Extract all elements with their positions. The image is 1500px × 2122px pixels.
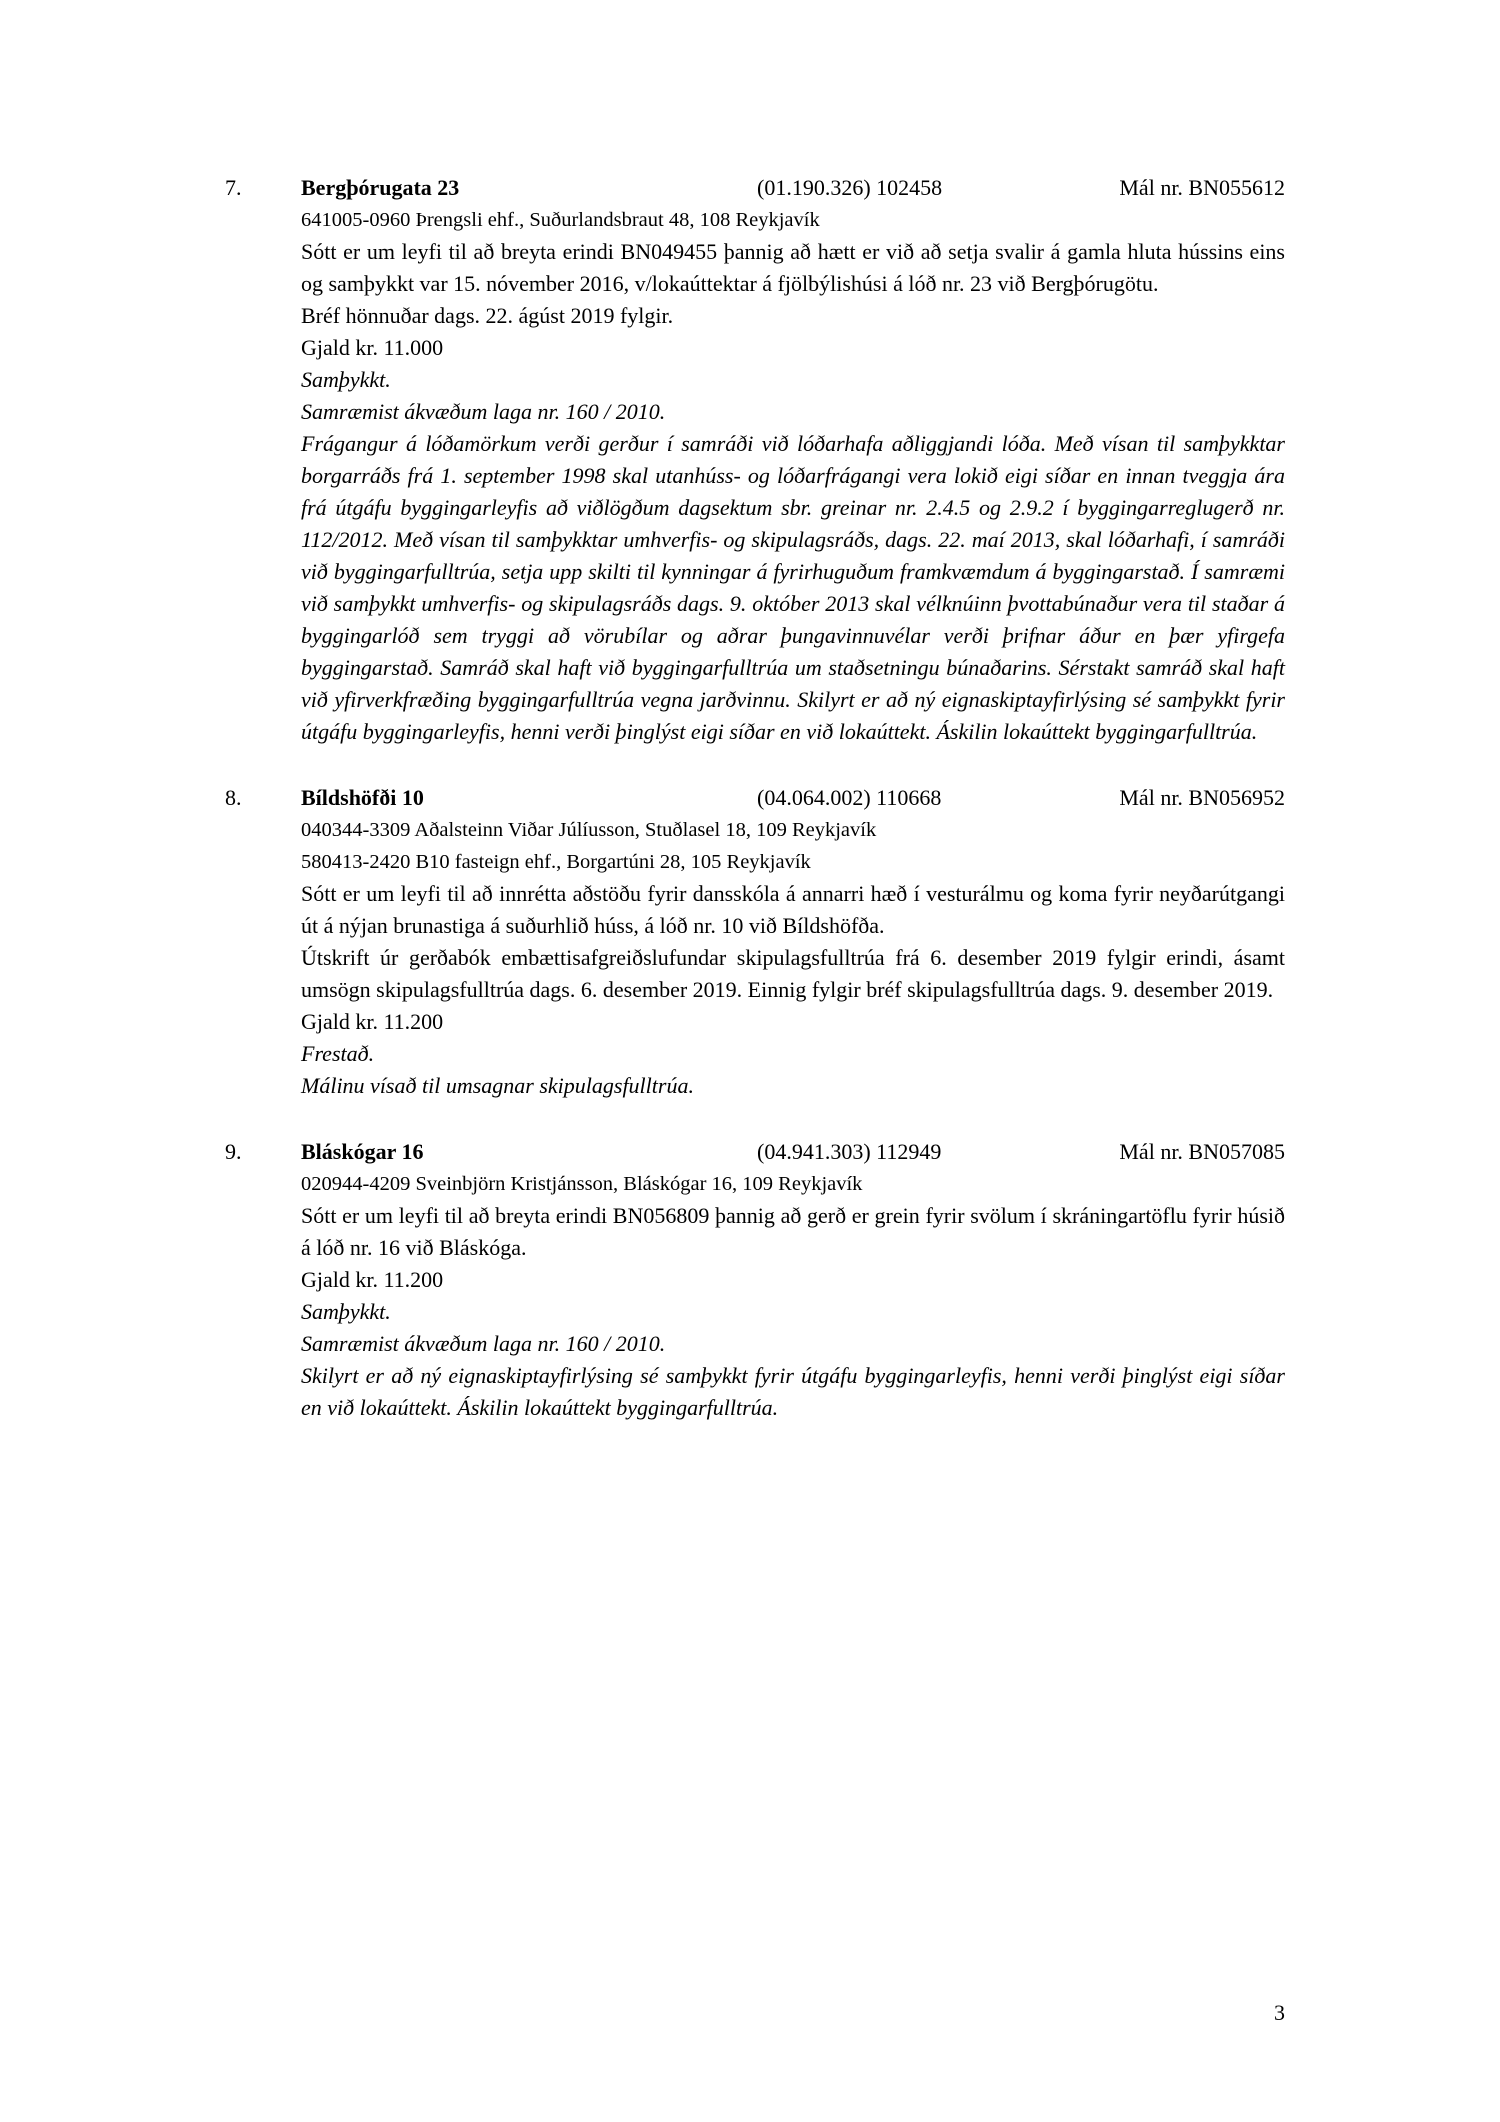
item-description [301, 236, 1285, 364]
agenda-item-9 [225, 1136, 1285, 1424]
decision-paragraph: Frestað. [301, 1041, 375, 1066]
agenda-item-header [225, 1136, 1285, 1168]
agenda-item-body [301, 204, 1285, 748]
item-title: Bergþórugata 23 [301, 175, 460, 200]
page-number: 3 [1274, 2000, 1285, 2025]
item-description [301, 878, 1285, 1038]
decision-paragraph: Málinu vísað til umsagnar skipulagsfulltrúa. [301, 1073, 694, 1098]
item-reference: (04.941.303) 112949 [757, 1139, 942, 1164]
item-decision [301, 1038, 1285, 1102]
item-number: 7. [225, 175, 242, 200]
agenda-item-7 [225, 172, 1285, 748]
description-paragraph: Sótt er um leyfi til að breyta erindi BN049455 þannig að hætt er við að setja svalir á gamla hluta hússins eins og samþykkt var 15. nóvember 2016, v/lokaúttektar á fjölbýlishúsi á lóð nr. 23 við Bergþórugötu. [301, 239, 1285, 296]
decision-paragraph: Frágangur á lóðamörkum verði gerður í samráði við lóðarhafa aðliggjandi lóða. Með vísan til samþykktar borgarráðs frá 1. september 1998 skal utanhúss- og lóðarfrágangi vera lokið eigi síðar en innan tveggja ára frá útgáfu byggingarleyfis að viðlögðum dagsektum sbr. greinar nr. 2.4.5 og 2.9.2 í byggingarreglugerð nr. 112/2012. Með vísan til samþykktar umhverfis- og skipulagsráðs, dags. 22. maí 2013, skal lóðarhafi, í samráði við byggingarfulltrúa, setja upp skilti til kynningar á fyrirhuguðum framkvæmdum á byggingarstað. Í samræmi við samþykkt umhverfis- og skipulagsráðs dags. 9. október 2013 skal vélknúinn þvottabúnaður vera til staðar á byggingarlóð sem tryggi að vörubílar og aðrar þungavinnuvélar verði þrifnar áður en þær yfirgefa byggingarstað. Samráð skal haft við byggingarfulltrúa um staðsetningu búnaðarins. Sérstakt samráð skal haft við yfirverkfræðing byggingarfulltrúa vegna jarðvinnu. Skilyrt er að ný eignaskiptayfirlýsing sé samþykkt fyrir útgáfu byggingarleyfis, henni verði þinglýst eigi síðar en við lokaúttekt. Áskilin lokaúttekt byggingarfulltrúa. [301, 431, 1285, 744]
item-description [301, 1200, 1285, 1296]
decision-paragraph: Skilyrt er að ný eignaskiptayfirlýsing sé samþykkt fyrir útgáfu byggingarleyfis, henni verði þinglýst eigi síðar en við lokaúttekt. Áskilin lokaúttekt byggingarfulltrúa. [301, 1363, 1285, 1420]
item-case-number: Mál nr. BN056952 [1119, 785, 1285, 810]
document-content [225, 172, 1285, 1458]
decision-paragraph: Samþykkt. [301, 367, 391, 392]
item-case-number: Mál nr. BN057085 [1119, 1139, 1285, 1164]
agenda-item-body [301, 1168, 1285, 1424]
agenda-item-8 [225, 782, 1285, 1102]
item-number: 9. [225, 1139, 242, 1164]
agenda-item-header [225, 172, 1285, 204]
description-paragraph: Gjald kr. 11.200 [301, 1267, 444, 1292]
item-case-number: Mál nr. BN055612 [1119, 175, 1285, 200]
applicant-line: 641005-0960 Þrengsli ehf., Suðurlandsbraut 48, 108 Reykjavík [301, 209, 820, 231]
item-decision [301, 364, 1285, 748]
decision-paragraph: Samþykkt. [301, 1299, 391, 1324]
applicant-line: 040344-3309 Aðalsteinn Viðar Júlíusson, Stuðlasel 18, 109 Reykjavík [301, 819, 877, 841]
description-paragraph: Gjald kr. 11.200 [301, 1009, 444, 1034]
item-number: 8. [225, 785, 242, 810]
item-reference: (04.064.002) 110668 [757, 785, 942, 810]
description-paragraph: Bréf hönnuðar dags. 22. ágúst 2019 fylgir. [301, 303, 674, 328]
description-paragraph: Gjald kr. 11.000 [301, 335, 444, 360]
applicant-line: 020944-4209 Sveinbjörn Kristjánsson, Bláskógar 16, 109 Reykjavík [301, 1173, 863, 1195]
item-title: Bíldshöfði 10 [301, 785, 424, 810]
description-paragraph: Útskrift úr gerðabók embættisafgreiðslufundar skipulagsfulltrúa frá 6. desember 2019 fylgir erindi, ásamt umsögn skipulagsfulltrúa dags. 6. desember 2019. Einnig fylgir bréf skipulagsfulltrúa dags. 9. desember 2019. [301, 945, 1285, 1002]
agenda-item-body [301, 814, 1285, 1102]
item-title: Bláskógar 16 [301, 1139, 424, 1164]
description-paragraph: Sótt er um leyfi til að innrétta aðstöðu fyrir dansskóla á annarri hæð í vesturálmu og koma fyrir neyðarútgangi út á nýjan brunastiga á suðurhlið húss, á lóð nr. 10 við Bíldshöfða. [301, 881, 1285, 938]
applicant-line: 580413-2420 B10 fasteign ehf., Borgartúni 28, 105 Reykjavík [301, 851, 811, 873]
agenda-item-header [225, 782, 1285, 814]
description-paragraph: Sótt er um leyfi til að breyta erindi BN056809 þannig að gerð er grein fyrir svölum í skráningartöflu fyrir húsið á lóð nr. 16 við Bláskóga. [301, 1203, 1285, 1260]
item-decision [301, 1296, 1285, 1424]
item-reference: (01.190.326) 102458 [757, 175, 943, 200]
decision-paragraph: Samræmist ákvæðum laga nr. 160 / 2010. [301, 1331, 666, 1356]
decision-paragraph: Samræmist ákvæðum laga nr. 160 / 2010. [301, 399, 666, 424]
